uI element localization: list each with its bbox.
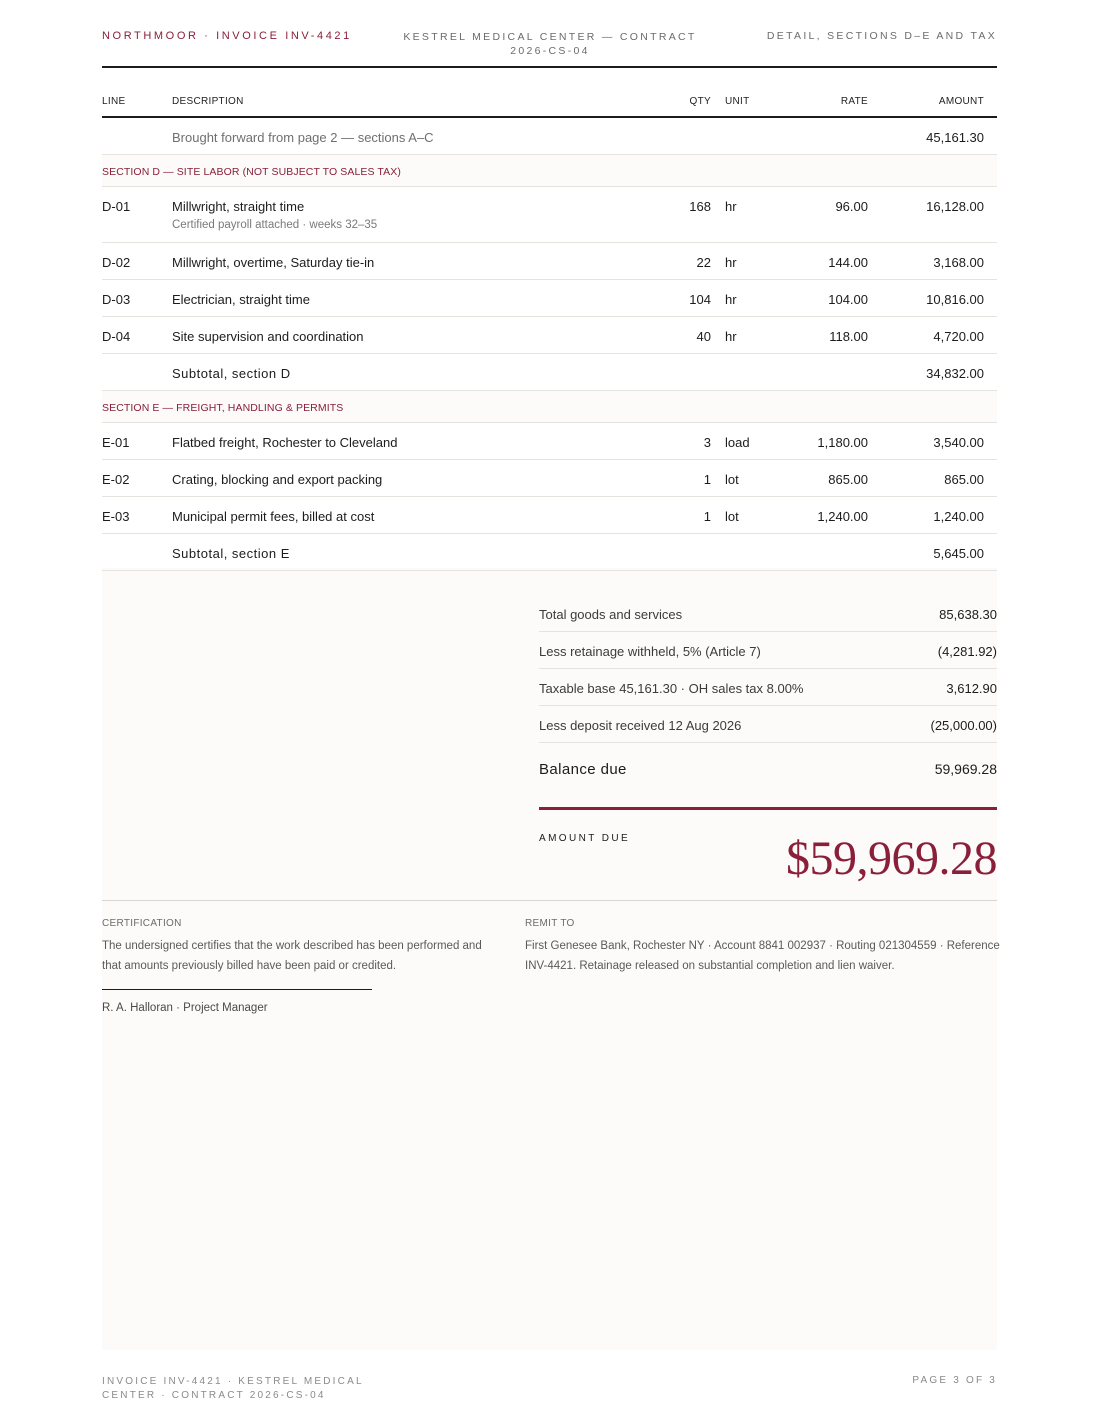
line-amount: 16,128.00 (926, 199, 984, 214)
line-description: Millwright, overtime, Saturday tie-in (172, 255, 375, 270)
line-unit: hr (725, 255, 737, 270)
table-row (102, 187, 997, 243)
totals-value: (4,281.92) (937, 644, 997, 659)
subtotal-label: Subtotal, section E (172, 546, 290, 561)
line-description: Site supervision and coordination (172, 329, 364, 344)
line-number: D-04 (102, 329, 131, 344)
line-description: Municipal permit fees, billed at cost (172, 509, 375, 524)
totals-row (539, 706, 997, 743)
col-description-header: DESCRIPTION (172, 96, 244, 107)
subtotal-amount: 34,832.00 (926, 366, 984, 381)
col-unit-header: UNIT (725, 96, 750, 107)
line-qty: 1 (703, 509, 711, 524)
line-description: Millwright, straight time (172, 199, 305, 214)
line-note: Certified payroll attached · weeks 32–35 (172, 219, 378, 231)
line-qty: 40 (696, 329, 711, 344)
line-unit: hr (725, 292, 737, 307)
table-row (102, 243, 997, 280)
line-amount: 10,816.00 (926, 292, 984, 307)
totals-block (539, 595, 997, 793)
line-qty: 22 (696, 255, 711, 270)
header-page-subject: DETAIL, SECTIONS D–E AND TAX (766, 30, 997, 42)
line-number: D-02 (102, 255, 131, 270)
line-rate: 1,180.00 (817, 435, 868, 450)
running-header (102, 0, 997, 68)
line-qty: 3 (703, 435, 711, 450)
brought-forward-label: Brought forward from page 2 — sections A–C (172, 130, 434, 145)
totals-value: 3,612.90 (946, 681, 997, 696)
line-unit: hr (725, 199, 737, 214)
line-qty: 1 (703, 472, 711, 487)
line-number: E-02 (102, 472, 130, 487)
line-number: D-03 (102, 292, 131, 307)
amount-due-label: AMOUNT DUE (539, 833, 631, 844)
line-number: D-01 (102, 199, 131, 214)
line-rate: 144.00 (828, 255, 868, 270)
col-qty-header: QTY (689, 96, 711, 107)
table-row (102, 460, 997, 497)
section-divider (102, 900, 997, 901)
line-qty: 104 (689, 292, 711, 307)
brought-forward-row (102, 118, 997, 155)
line-rate: 96.00 (835, 199, 868, 214)
section-e-heading (102, 391, 997, 423)
line-rate: 1,240.00 (817, 509, 868, 524)
table-row (102, 423, 997, 460)
line-unit: load (725, 435, 750, 450)
certification-heading: CERTIFICATION (102, 918, 182, 929)
line-rate: 104.00 (828, 292, 868, 307)
table-row (102, 280, 997, 317)
amount-due-value: $59,969.28 (786, 832, 997, 885)
totals-row (539, 669, 997, 706)
line-rate: 118.00 (829, 329, 868, 344)
totals-label: Taxable base 45,161.30 · OH sales tax 8.00% (539, 681, 804, 696)
remit-heading: REMIT TO (525, 918, 575, 929)
signatory-name: R. A. Halloran · Project Manager (102, 1002, 268, 1014)
line-rate: 865.00 (828, 472, 868, 487)
section-e-subtotal-row (102, 534, 997, 571)
totals-label: Less deposit received 12 Aug 2026 (539, 718, 742, 733)
totals-row (539, 595, 997, 632)
header-project: KESTREL MEDICAL CENTER — CONTRACT 2026-CS-04 (403, 31, 697, 57)
footer-reference: INVOICE INV-4421 · KESTREL MEDICAL CENTER · CONTRACT 2026-CS-04 (102, 1376, 364, 1401)
remit-text: First Genesee Bank, Rochester NY · Account 8841 002937 · Routing 021304559 · Reference INV-4421. Retainage released on substantial completion and lien waiver. (525, 940, 1000, 972)
section-e-title: SECTION E — FREIGHT, HANDLING & PERMITS (102, 402, 344, 414)
balance-due-value: 59,969.28 (934, 761, 997, 777)
line-description: Flatbed freight, Rochester to Cleveland (172, 435, 398, 450)
line-amount: 4,720.00 (933, 329, 984, 344)
line-number: E-03 (102, 509, 130, 524)
line-items-table (102, 68, 997, 571)
totals-row (539, 632, 997, 669)
line-description: Crating, blocking and export packing (172, 472, 383, 487)
table-row (102, 317, 997, 354)
certification-text: The undersigned certifies that the work described has been performed and that amounts previously billed have been paid or credited. (102, 940, 482, 972)
balance-due-label: Balance due (539, 761, 627, 778)
line-amount: 3,168.00 (933, 255, 984, 270)
line-unit: lot (725, 472, 739, 487)
brought-forward-amount: 45,161.30 (926, 130, 984, 145)
totals-label: Total goods and services (539, 607, 683, 622)
totals-value: 85,638.30 (939, 607, 997, 622)
table-header-row (102, 68, 997, 118)
amount-due-rule (539, 807, 997, 810)
line-description: Electrician, straight time (172, 292, 310, 307)
line-amount: 1,240.00 (933, 509, 984, 524)
section-d-subtotal-row (102, 354, 997, 391)
col-line-header: LINE (102, 96, 126, 107)
totals-label: Less retainage withheld, 5% (Article 7) (539, 644, 761, 659)
signature-line (102, 989, 372, 990)
table-row (102, 497, 997, 534)
line-amount: 865.00 (944, 472, 984, 487)
line-amount: 3,540.00 (933, 435, 984, 450)
balance-due-row (539, 743, 997, 793)
subtotal-label: Subtotal, section D (172, 366, 291, 381)
line-unit: hr (725, 329, 737, 344)
header-invoice-id: NORTHMOOR · INVOICE INV-4421 (102, 30, 352, 42)
totals-value: (25,000.00) (930, 718, 997, 733)
section-d-heading (102, 155, 997, 187)
invoice-page (102, 0, 1000, 1424)
subtotal-amount: 5,645.00 (933, 546, 984, 561)
line-qty: 168 (689, 199, 711, 214)
page-number: PAGE 3 OF 3 (912, 1375, 997, 1386)
section-d-title: SECTION D — SITE LABOR (NOT SUBJECT TO SALES TAX) (102, 166, 401, 178)
col-rate-header: RATE (840, 96, 868, 107)
col-amount-header: AMOUNT (938, 96, 984, 107)
line-number: E-01 (102, 435, 130, 450)
line-unit: lot (725, 509, 739, 524)
